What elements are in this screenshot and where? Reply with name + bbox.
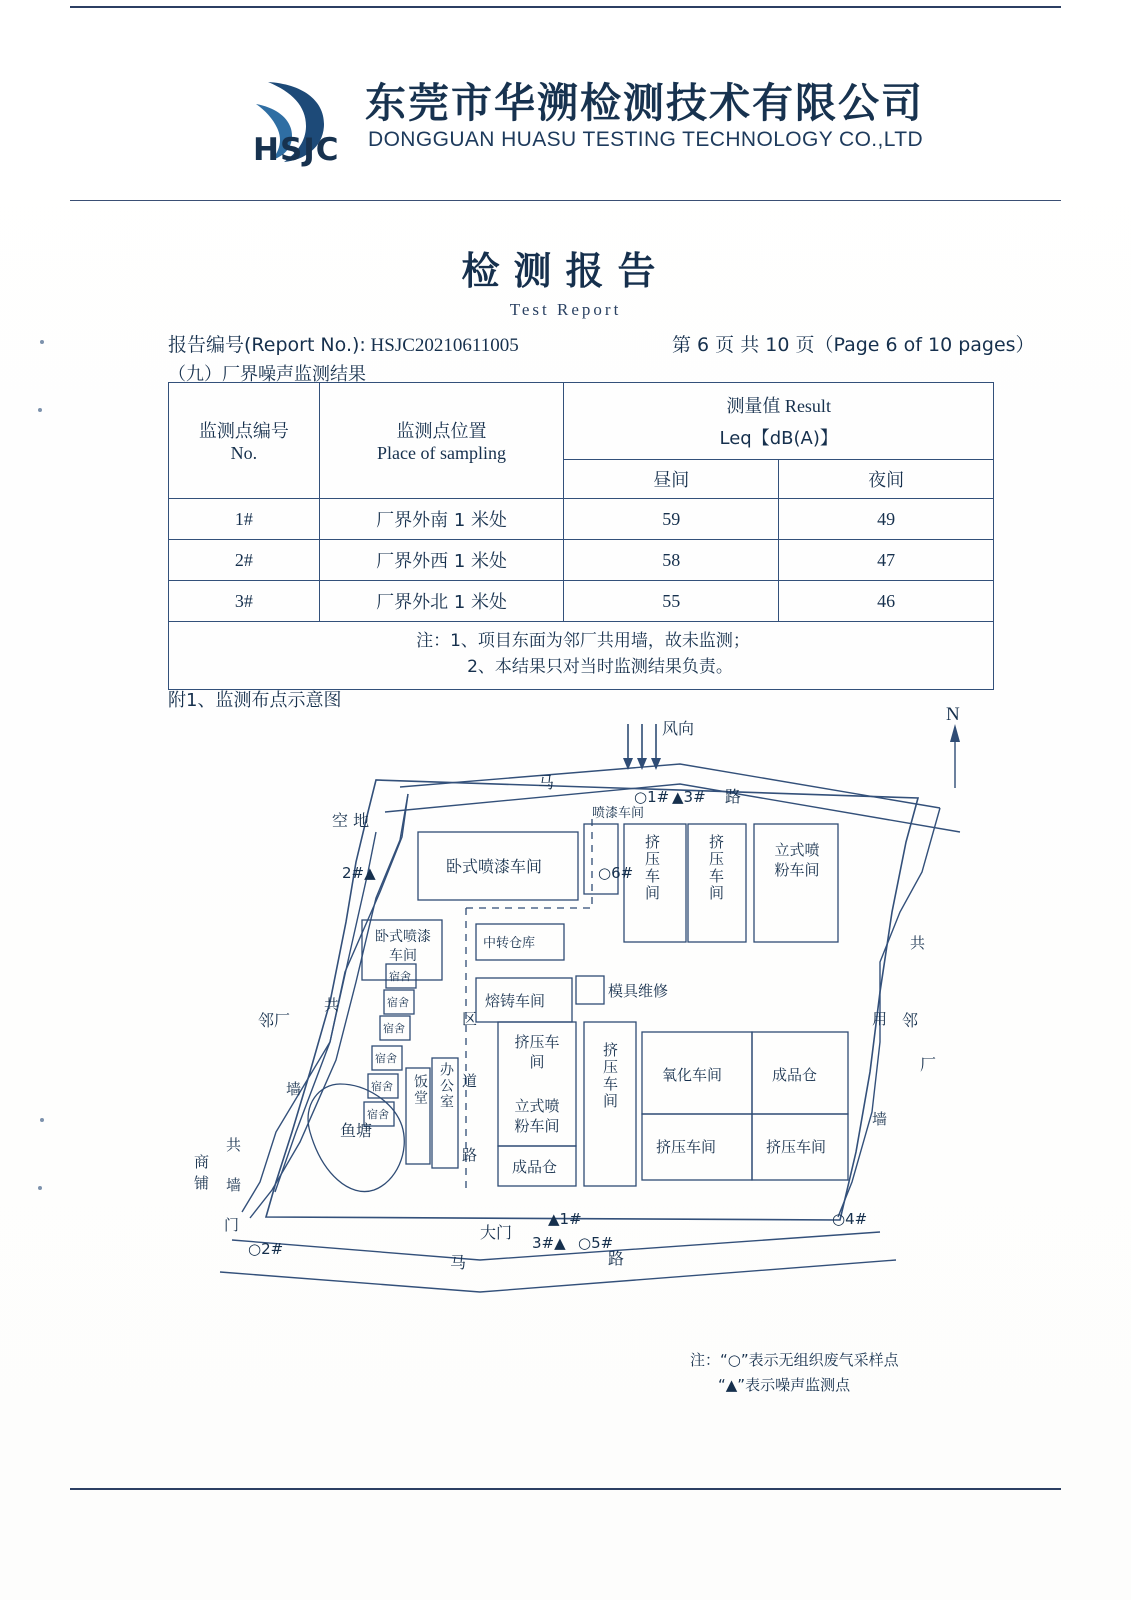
margin-mark	[38, 1186, 42, 1190]
section-title: （九）厂界噪声监测结果	[168, 364, 366, 385]
table-row	[169, 581, 994, 622]
cell-night: 47	[779, 540, 994, 581]
map-legend	[690, 1348, 899, 1398]
sampling-point-1: ○1#	[634, 788, 670, 806]
neighbor-left-label: 邻厂	[258, 1011, 291, 1030]
inner-road-label-2: 道	[462, 1072, 478, 1090]
building-label: 模具维修	[608, 982, 669, 1000]
cell-day: 58	[564, 540, 779, 581]
sampling-point-4: ○4#	[832, 1210, 868, 1228]
th-night: 夜间	[779, 460, 994, 499]
building-label: 宿舍	[383, 1022, 405, 1035]
page-number: 第 6 页 共 10 页（Page 6 of 10 pages）	[672, 334, 1035, 356]
company-name-en: DONGGUAN HUASU TESTING TECHNOLOGY CO.,LTD	[368, 128, 924, 151]
cell-place: 厂界外西 1 米处	[319, 540, 564, 581]
sampling-point-2: ○2#	[248, 1240, 284, 1258]
cell-day: 55	[564, 581, 779, 622]
th-no	[169, 383, 320, 499]
report-number-value: HSJC20210611005	[370, 335, 519, 356]
building-label: 宿舍	[367, 1108, 389, 1121]
empty-land-label: 空 地	[332, 811, 370, 830]
page-title: 检测报告	[461, 249, 670, 293]
cell-no: 1#	[169, 499, 320, 540]
report-number-label: 报告编号(Report No.):	[168, 334, 366, 356]
cell-day: 59	[564, 499, 779, 540]
road-bottom-label-1: 马	[450, 1253, 467, 1272]
th-result-unit: Leq【dB(A)】	[719, 428, 838, 449]
noise-results-table	[168, 382, 994, 690]
building-label: 卧式喷漆车间	[375, 929, 431, 964]
cell-no: 2#	[169, 540, 320, 581]
building-label: 饭堂	[412, 1074, 428, 1106]
cell-place: 厂界外北 1 米处	[319, 581, 564, 622]
compass-north-label: N	[946, 704, 960, 725]
sampling-point-5: ○5#	[578, 1234, 614, 1252]
wall-left-label-4: 墙	[226, 1176, 242, 1194]
cell-night: 49	[779, 499, 994, 540]
th-no-en: No.	[230, 443, 258, 463]
table-notes-row	[169, 622, 994, 690]
company-name-cn: 东莞市华溯检测技术有限公司	[365, 79, 924, 127]
top-rule	[70, 6, 1061, 8]
neighbor-right-label: 邻	[902, 1011, 919, 1030]
fish-pond-label: 鱼塘	[339, 1121, 372, 1140]
table-header-row	[169, 383, 994, 460]
site-layout-svg	[180, 712, 1000, 1352]
th-result-cn: 测量值 Result	[726, 396, 831, 416]
report-number	[168, 330, 519, 357]
noise-point-2: 2#▲	[342, 864, 376, 882]
logo-wordmark: HSJC	[253, 132, 340, 168]
building-label: 成品仓	[772, 1066, 818, 1084]
building-label: 挤压车间	[766, 1138, 827, 1156]
building-label: 挤压车间	[656, 1138, 717, 1156]
building-label: 挤压车间	[601, 1042, 619, 1110]
wall-left-label-2: 墙	[286, 1080, 302, 1098]
th-place	[319, 383, 564, 499]
wind-arrows	[628, 724, 656, 760]
noise-point-3: ▲3#	[672, 788, 706, 806]
wall-right-label-1: 共	[910, 934, 926, 952]
legend-line-1: 注：“○”表示无组织废气采样点	[690, 1351, 899, 1369]
building-label: 喷漆车间	[592, 806, 645, 821]
page-subtitle: Test Report	[509, 300, 622, 319]
cell-night: 46	[779, 581, 994, 622]
margin-mark	[40, 340, 44, 344]
road-top-label-2: 路	[725, 787, 742, 806]
building-label: 宿舍	[389, 970, 411, 983]
table-notes	[169, 622, 994, 690]
small-gate-label: 门	[224, 1216, 240, 1234]
building-label: 氧化车间	[662, 1066, 723, 1084]
building-label: 立式喷粉车间	[514, 1097, 560, 1136]
wall-right-label-2: 用	[872, 1010, 888, 1028]
building-label: 熔铸车间	[485, 992, 546, 1010]
noise-point-1: ▲1#	[548, 1210, 582, 1228]
th-day: 昼间	[564, 460, 779, 499]
building-label: 立式喷粉车间	[774, 841, 820, 880]
cell-no: 3#	[169, 581, 320, 622]
building-label: 宿舍	[375, 1052, 397, 1065]
table-row	[169, 540, 994, 581]
inner-road-label-1: 区	[462, 1010, 478, 1028]
wall-right-label-3: 墙	[872, 1110, 888, 1128]
bottom-rule	[70, 1488, 1061, 1490]
noise-point-3b: 3#▲	[532, 1234, 566, 1252]
th-place-cn: 监测点位置	[396, 421, 487, 442]
main-gate-label: 大门	[480, 1223, 513, 1242]
building-label: 成品仓	[512, 1158, 558, 1176]
sampling-point-6: ○6#	[598, 864, 634, 882]
building-label: 挤压车间	[643, 834, 661, 902]
wall-left-label-3: 共	[226, 1136, 242, 1154]
wind-label: 风向	[662, 719, 695, 738]
table-note-1: 注：1、项目东面为邻厂共用墙，故未监测；	[416, 631, 750, 651]
inner-road-label-3: 路	[462, 1146, 478, 1164]
building-label: 挤压车间	[514, 1033, 560, 1072]
cell-place: 厂界外南 1 米处	[319, 499, 564, 540]
building-label: 宿舍	[371, 1080, 393, 1093]
shop-label: 商铺	[194, 1153, 210, 1192]
attachment-title: 附1、监测布点示意图	[168, 690, 342, 711]
factory-right-label: 厂	[920, 1055, 937, 1074]
table-note-2: 2、本结果只对当时监测结果负责。	[467, 657, 733, 678]
building-label: 办公室	[438, 1062, 454, 1110]
building-label: 宿舍	[387, 996, 409, 1009]
margin-mark	[40, 1118, 44, 1122]
road-bottom-label-2: 路	[608, 1249, 625, 1268]
th-result	[564, 383, 994, 460]
wall-left-label-1: 共	[324, 996, 340, 1014]
site-layout-diagram	[180, 704, 1000, 1352]
building-label: 挤压车间	[707, 834, 725, 902]
th-place-en: Place of sampling	[377, 443, 507, 463]
header-rule	[70, 200, 1061, 201]
building-label: 中转仓库	[483, 936, 536, 951]
legend-line-2: “▲”表示噪声监测点	[718, 1375, 851, 1394]
table-row	[169, 499, 994, 540]
road-top-label-1: 马	[538, 773, 555, 792]
th-no-cn: 监测点编号	[198, 421, 289, 442]
letterhead	[250, 70, 1010, 185]
margin-mark	[38, 408, 42, 412]
building-label: 卧式喷漆车间	[446, 857, 543, 876]
